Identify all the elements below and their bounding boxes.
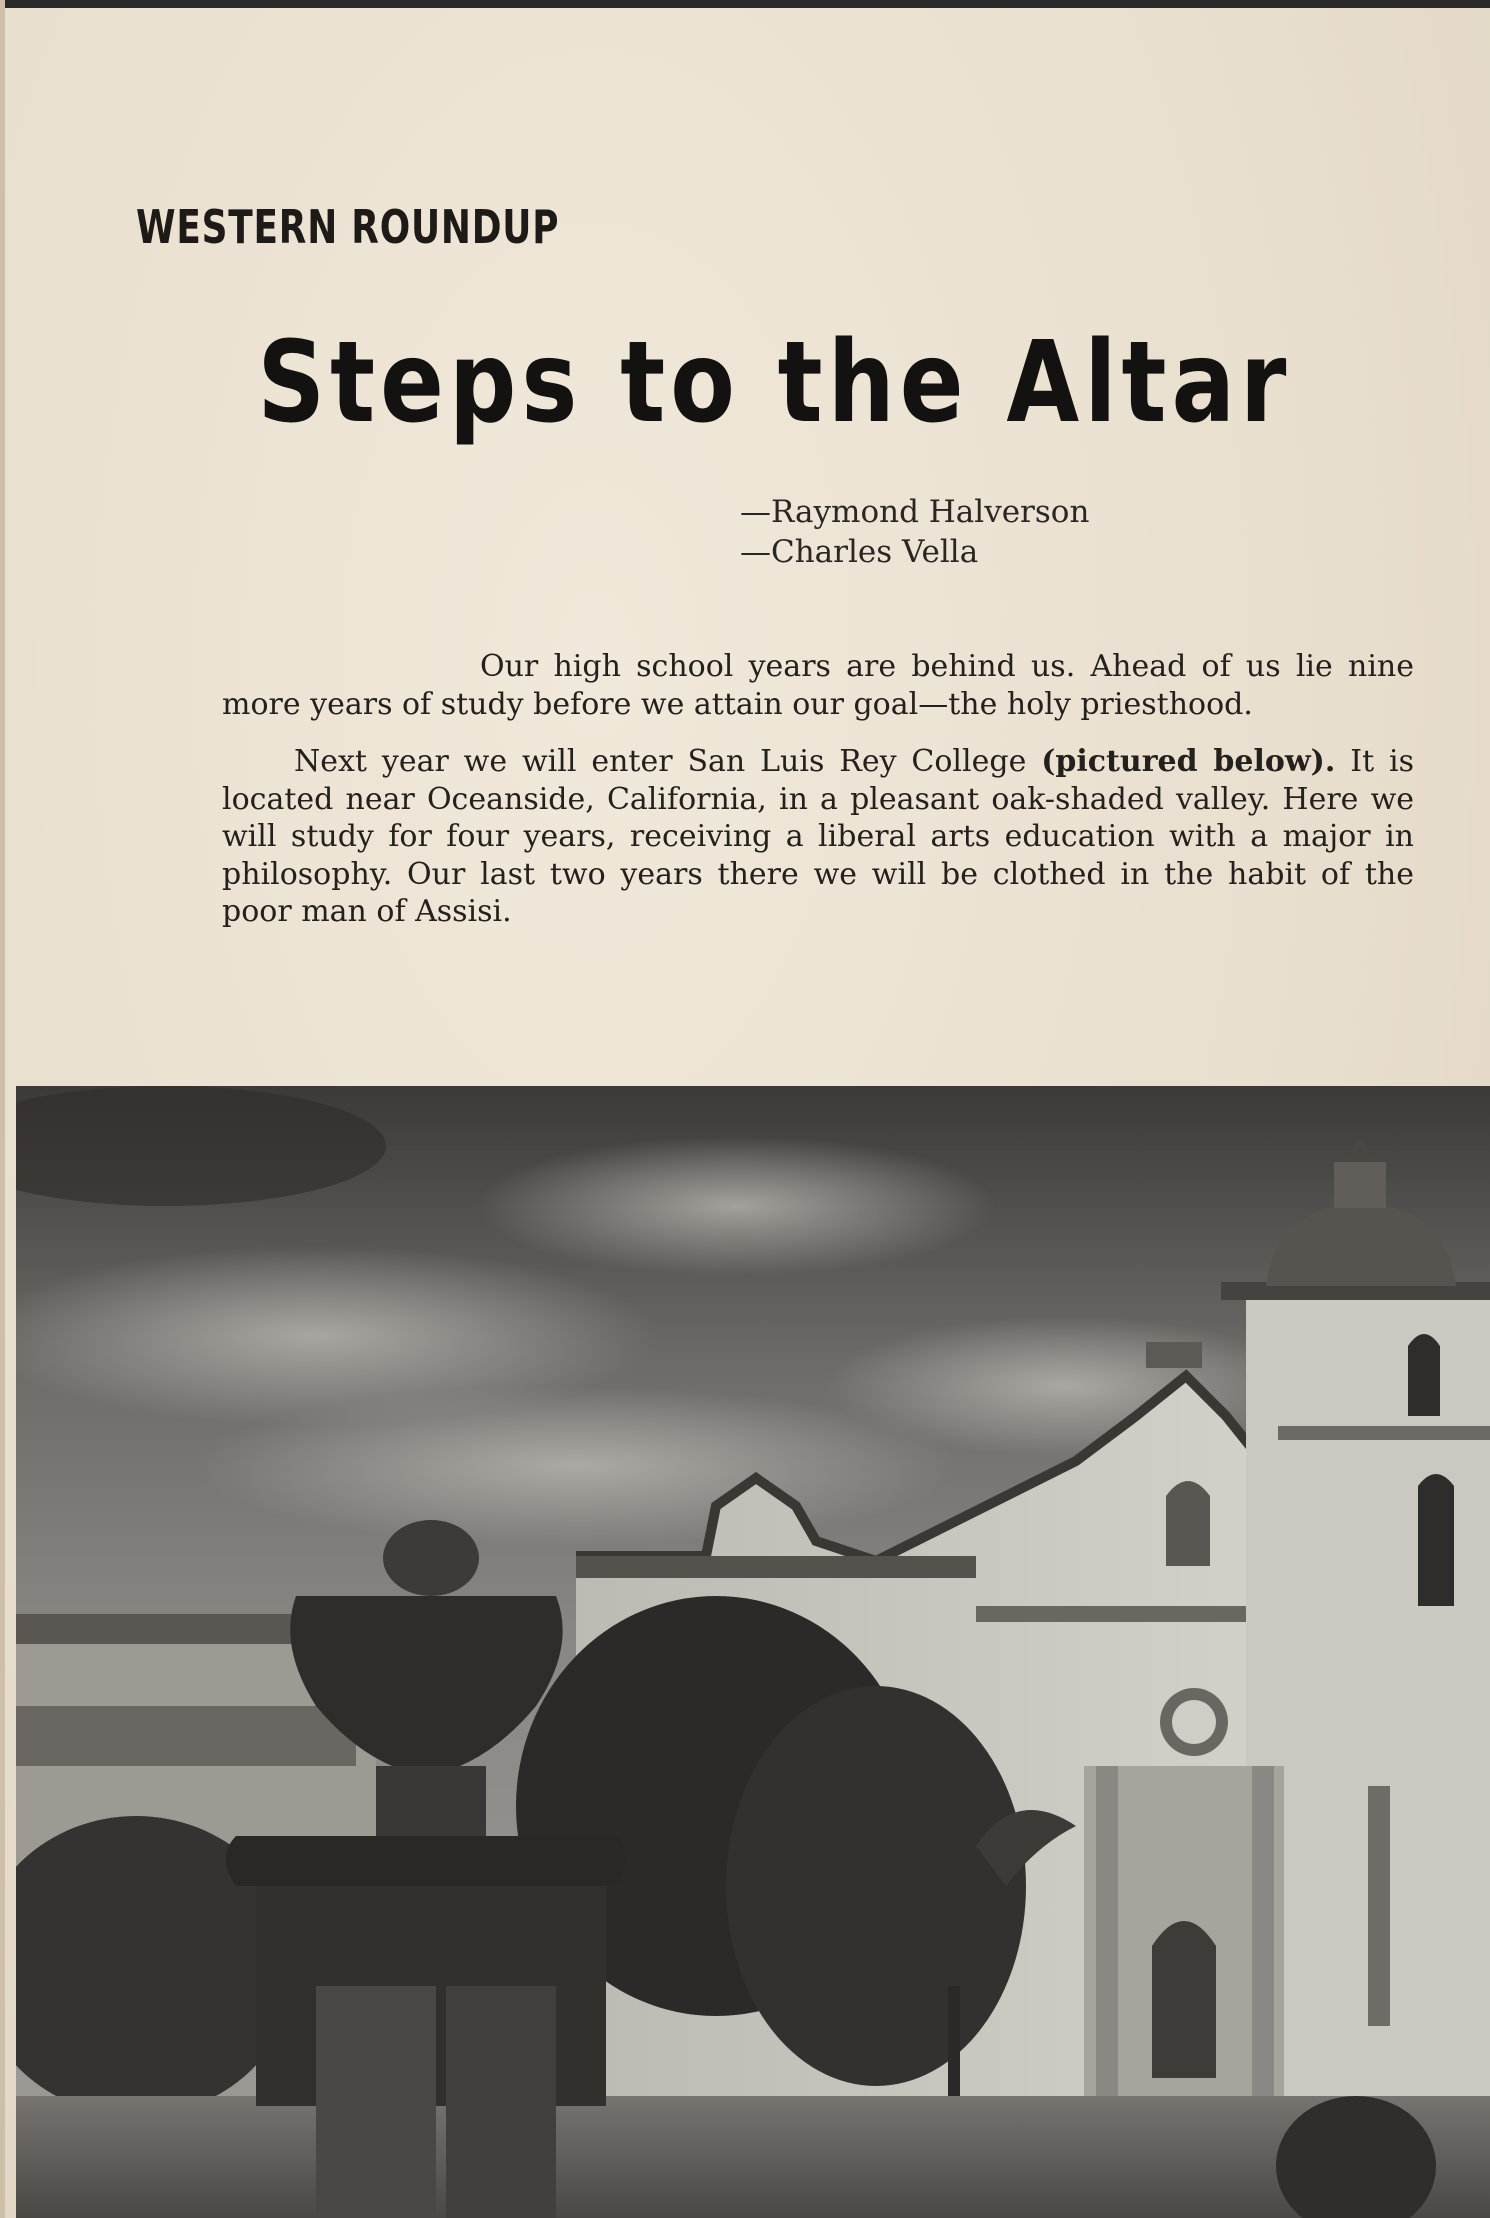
church-roofline (576, 1556, 976, 1578)
bell-opening (1418, 1474, 1454, 1606)
paragraph (222, 743, 1414, 931)
tree (726, 1686, 1026, 2086)
bell-opening (1408, 1334, 1440, 1416)
fountain-lower-rim (226, 1836, 626, 1886)
section-label: WESTERN ROUNDUP (136, 200, 560, 254)
page-left-edge (0, 0, 5, 2218)
tower-lantern (1334, 1162, 1386, 1208)
page-top-edge (0, 0, 1490, 8)
mission-church-with-fountain-photo (16, 1086, 1490, 2218)
article-title: Steps to the Altar (257, 318, 1292, 448)
photo-reference: (pictured below). (1041, 744, 1336, 779)
paragraph: Our high school years are behind us. Ahead of us lie nine more years of study before we attain our goal—the holy priesthood. (222, 649, 1414, 722)
author-byline: —Charles Vella (740, 534, 979, 570)
left-balcony (16, 1706, 356, 1766)
statue-niche (1166, 1481, 1210, 1566)
courtyard (16, 2096, 1490, 2218)
pilaster (1252, 1766, 1274, 2096)
fountain-finial (383, 1520, 479, 1596)
fountain-pillar (446, 1986, 556, 2218)
paragraph-text: It is located near Oceanside, California, in a pleasant oak-shaded valley. Here we will study for four years, receiving a liberal arts education with a major in philosophy. Our last two years there we will be clothed in the habit of the poor man of Assisi. (222, 744, 1414, 929)
church-door (1152, 1921, 1216, 2078)
cloud (476, 1136, 996, 1276)
author-byline: —Raymond Halverson (740, 494, 1090, 530)
tower-buttress (1368, 1786, 1390, 2026)
fountain-stem (376, 1766, 486, 1836)
paragraph-text: Next year we will enter San Luis Rey College (294, 744, 1042, 779)
small-belfry (1146, 1342, 1202, 1368)
article-body (222, 648, 1414, 951)
mission-photo (16, 1086, 1490, 2218)
pilaster (1096, 1766, 1118, 2096)
tower-ledge (1278, 1426, 1490, 1440)
rose-window-inner (1172, 1700, 1216, 1744)
bylines (740, 492, 1089, 572)
fountain-pillar (316, 1986, 436, 2218)
